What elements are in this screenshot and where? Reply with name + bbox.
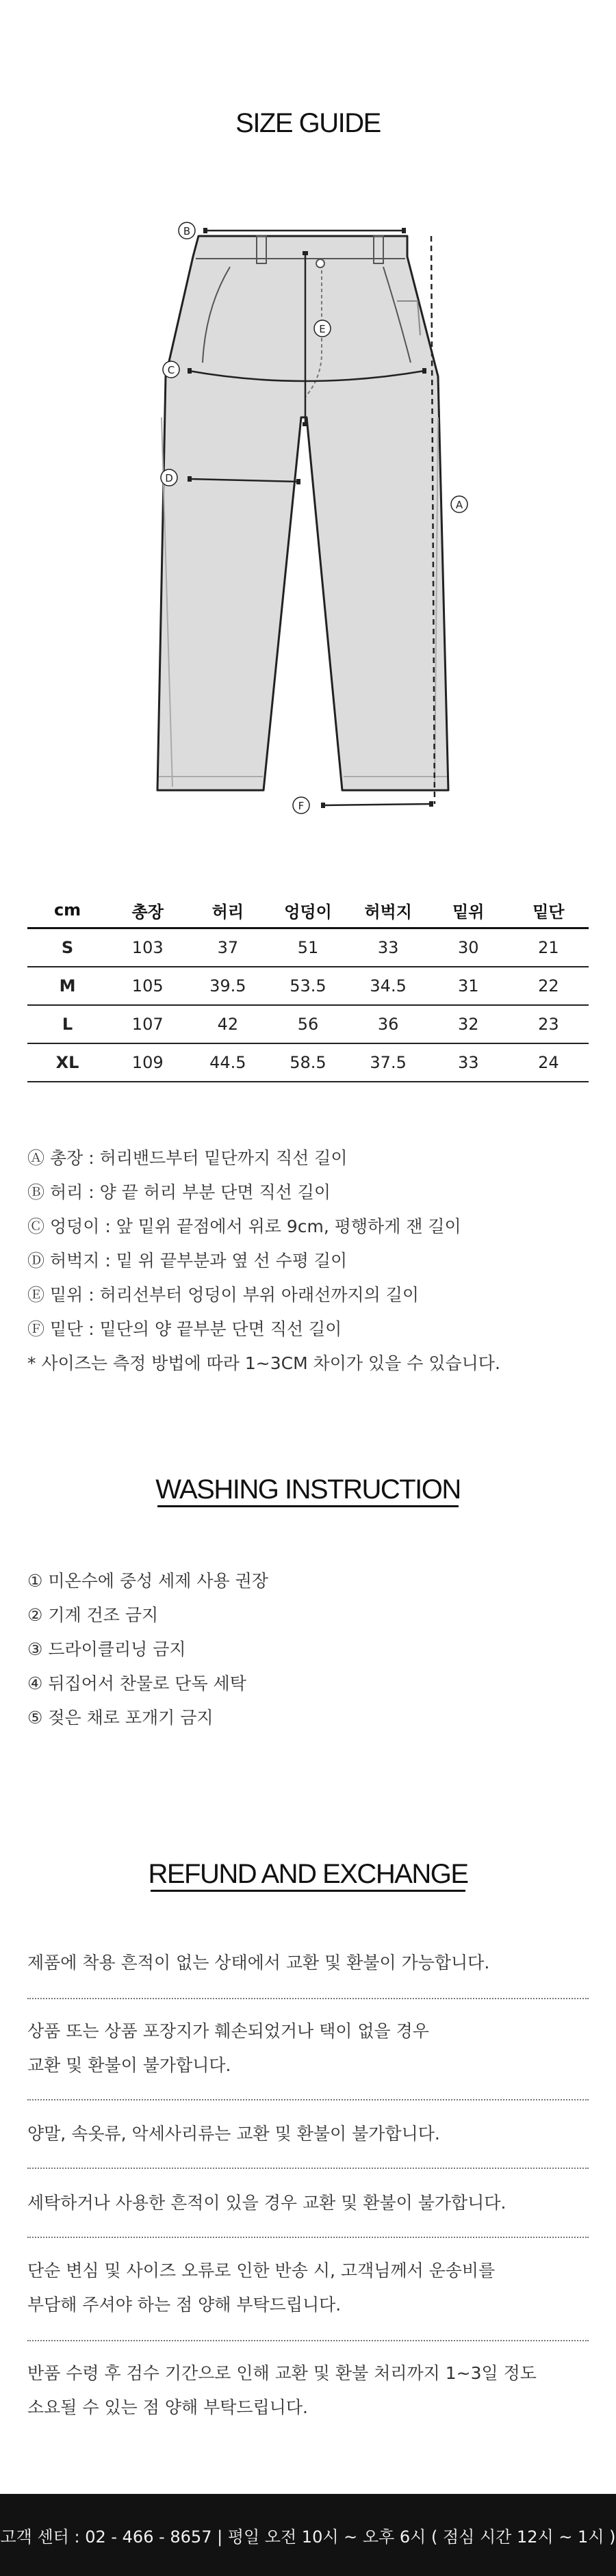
marker-b-label: B [183, 225, 191, 237]
refund-item [27, 2117, 589, 2169]
table-cell: 53.5 [268, 967, 348, 1005]
measurement-item-hip: Ⓒ 엉덩이 : 앞 밑위 끝점에서 위로 9cm, 평행하게 잰 길이 [27, 1217, 461, 1236]
marker-e [314, 320, 331, 337]
table-cell: 39.5 [188, 967, 268, 1005]
table-cell: 37 [188, 928, 268, 967]
size-table-header-row [27, 893, 589, 928]
table-cell: 33 [348, 928, 428, 967]
table-row [27, 967, 589, 1005]
marker-b [179, 222, 195, 239]
washing-item: ⑤ 젖은 채로 포개기 금지 [27, 1708, 214, 1728]
refund-item [27, 1946, 589, 1999]
table-row [27, 1043, 589, 1082]
marker-d [161, 469, 177, 486]
marker-a-label: A [455, 499, 463, 511]
table-header-rise: 밑위 [428, 893, 509, 928]
table-cell: 44.5 [188, 1043, 268, 1082]
marker-e-label: E [319, 323, 326, 335]
refund-item-text: 교환 및 환불이 불가합니다. [27, 2055, 231, 2075]
pants-measurement-diagram [0, 198, 616, 835]
measurement-note: * 사이즈는 측정 방법에 따라 1~3CM 차이가 있을 수 있습니다. [27, 1353, 500, 1373]
measurement-item-total-length: Ⓐ 총장 : 허리밴드부터 밑단까지 직선 길이 [27, 1148, 348, 1168]
pants-illustration [157, 236, 448, 790]
table-cell: 107 [107, 1005, 188, 1043]
table-cell-size: M [27, 967, 107, 1005]
table-cell: 22 [509, 967, 589, 1005]
size-table [27, 893, 589, 1082]
measurement-item-thigh: Ⓓ 허벅지 : 밑 위 끝부분과 옆 선 수평 길이 [27, 1251, 348, 1271]
size-guide-title: SIZE GUIDE [235, 108, 381, 138]
table-header-hem: 밑단 [509, 893, 589, 928]
table-cell: 24 [509, 1043, 589, 1082]
refund-title: REFUND AND EXCHANGE [148, 1859, 468, 1889]
table-cell: 109 [107, 1043, 188, 1082]
table-cell-size: L [27, 1005, 107, 1043]
marker-f-label: F [298, 800, 305, 812]
washing-item: ① 미온수에 중성 세제 사용 권장 [27, 1571, 268, 1591]
refund-item-text: 상품 또는 상품 포장지가 훼손되었거나 택이 없을 경우 [27, 2021, 429, 2041]
refund-item-text: 반품 수령 후 검수 기간으로 인해 교환 및 환불 처리까지 1~3일 정도 [27, 2363, 537, 2383]
table-cell: 42 [188, 1005, 268, 1043]
table-cell: 36 [348, 1005, 428, 1043]
refund-item-text: 단순 변심 및 사이즈 오류로 인한 반송 시, 고객님께서 운송비를 [27, 2261, 496, 2280]
refund-item-text: 부담해 주셔야 하는 점 양해 부탁드립니다. [27, 2295, 342, 2315]
washing-list [27, 1564, 268, 1735]
table-header-cm: cm [27, 893, 107, 928]
table-header-waist: 허리 [188, 893, 268, 928]
table-cell: 34.5 [348, 967, 428, 1005]
refund-item [27, 2254, 589, 2341]
table-cell: 33 [428, 1043, 509, 1082]
table-cell: 51 [268, 928, 348, 967]
washing-title-underline [157, 1505, 459, 1507]
refund-item-text: 제품에 착용 흔적이 없는 상태에서 교환 및 환불이 가능합니다. [27, 1953, 490, 1973]
washing-item: ④ 뒤집어서 찬물로 단독 세탁 [27, 1674, 246, 1693]
table-cell-size: S [27, 928, 107, 967]
table-cell: 21 [509, 928, 589, 967]
marker-c [163, 361, 179, 378]
table-cell: 31 [428, 967, 509, 1005]
table-cell: 105 [107, 967, 188, 1005]
customer-center-text: 고객 센터 : 02 - 466 - 8657 | 평일 오전 10시 ~ 오후 6시 ( 점심 시간 12시 ~ 1시 ) [0, 2527, 616, 2547]
table-cell: 32 [428, 1005, 509, 1043]
table-header-total-length: 총장 [107, 893, 188, 928]
customer-center-footer [0, 2494, 616, 2576]
washing-title: WASHING INSTRUCTION [155, 1474, 461, 1505]
table-cell: 58.5 [268, 1043, 348, 1082]
refund-item [27, 2186, 589, 2238]
marker-f [293, 797, 309, 814]
measurement-item-waist: Ⓑ 허리 : 양 끝 허리 부분 단면 직선 길이 [27, 1182, 331, 1202]
table-row [27, 1005, 589, 1043]
table-cell: 103 [107, 928, 188, 967]
marker-d-label: D [165, 472, 173, 484]
measurement-item-rise: Ⓔ 밑위 : 허리선부터 엉덩이 부위 아래선까지의 길이 [27, 1285, 420, 1305]
table-cell: 56 [268, 1005, 348, 1043]
marker-c-label: C [167, 364, 175, 376]
marker-a [451, 496, 467, 512]
measurement-item-hem: Ⓕ 밑단 : 밑단의 양 끝부분 단면 직선 길이 [27, 1319, 342, 1339]
table-cell: 37.5 [348, 1043, 428, 1082]
table-row [27, 928, 589, 967]
refund-item [27, 2356, 589, 2425]
refund-title-underline [151, 1890, 465, 1892]
refund-item [27, 2014, 589, 2100]
table-cell: 23 [509, 1005, 589, 1043]
refund-item-text: 소요될 수 있는 점 양해 부탁드립니다. [27, 2397, 308, 2417]
measurement-guide-list [27, 1141, 500, 1381]
table-header-hip: 엉덩이 [268, 893, 348, 928]
washing-item: ③ 드라이클리닝 금지 [27, 1639, 186, 1659]
washing-item: ② 기계 건조 금지 [27, 1605, 159, 1625]
table-cell: 30 [428, 928, 509, 967]
refund-item-text: 양말, 속옷류, 악세사리류는 교환 및 환불이 불가합니다. [27, 2124, 440, 2144]
table-cell-size: XL [27, 1043, 107, 1082]
refund-item-text: 세탁하거나 사용한 흔적이 있을 경우 교환 및 환불이 불가합니다. [27, 2193, 506, 2213]
table-header-thigh: 허벅지 [348, 893, 428, 928]
